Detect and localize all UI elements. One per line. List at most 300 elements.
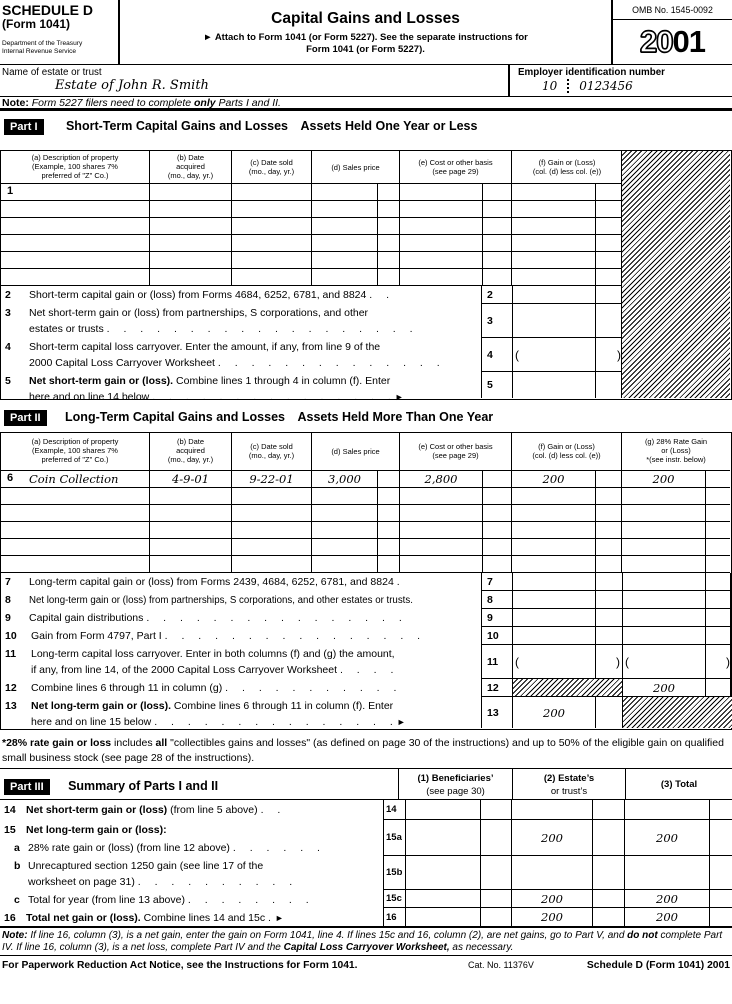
cents-cell[interactable] bbox=[706, 522, 730, 538]
cents-cell[interactable] bbox=[710, 820, 732, 855]
grid-cell[interactable] bbox=[150, 252, 232, 268]
cents-cell[interactable] bbox=[593, 800, 625, 819]
row6-gain-g[interactable]: 200 bbox=[622, 471, 706, 487]
row6-sales-price[interactable]: 3,000 bbox=[312, 471, 378, 487]
grid-cell[interactable] bbox=[150, 556, 232, 572]
grid-cell[interactable] bbox=[622, 539, 706, 555]
row6-gain-f[interactable]: 200 bbox=[512, 471, 596, 487]
cents-cell[interactable] bbox=[596, 471, 622, 487]
line4-box-number: 4 bbox=[482, 338, 513, 371]
cents-cell[interactable] bbox=[483, 252, 512, 268]
cents-cell[interactable] bbox=[710, 800, 732, 819]
grid-cell[interactable] bbox=[312, 505, 378, 521]
col-b-header: (b) Date acquired (mo., day, yr.) bbox=[150, 151, 232, 183]
line5-box-row bbox=[481, 372, 622, 398]
ein-box[interactable] bbox=[508, 65, 732, 97]
line16-box-number: 16 bbox=[383, 908, 406, 926]
estate-name-field[interactable]: Estate of John R. Smith bbox=[55, 78, 209, 93]
grid-cell[interactable] bbox=[400, 218, 483, 234]
line8-amount-f[interactable] bbox=[513, 591, 596, 608]
line5-cents[interactable] bbox=[596, 372, 623, 398]
grid-cell[interactable] bbox=[400, 505, 483, 521]
line13-amount-f[interactable]: 200 bbox=[513, 697, 596, 728]
line5-amount[interactable] bbox=[513, 372, 596, 398]
line8-cents-g[interactable] bbox=[706, 591, 732, 608]
part1-title: Short-Term Capital Gains and Losses Assets Held One Year or Less bbox=[65, 119, 478, 133]
line5-text2: here and on line 14 below . . . . . . . . . . . . . . . ► bbox=[29, 391, 404, 403]
part2-entry-row[interactable] bbox=[1, 488, 730, 505]
line15c-box-row bbox=[383, 890, 732, 908]
part2-row6[interactable] bbox=[1, 471, 730, 488]
line13-cents-f[interactable] bbox=[596, 697, 623, 728]
line9-box-row bbox=[481, 609, 731, 627]
grid-cell[interactable] bbox=[232, 556, 312, 572]
grid-cell[interactable] bbox=[232, 184, 312, 200]
paperwork-notice: For Paperwork Reduction Act Notice, see the Instructions for Form 1041. bbox=[2, 960, 358, 971]
grid-cell[interactable] bbox=[312, 269, 378, 285]
grid-cell[interactable] bbox=[150, 235, 232, 251]
part1-column-headers bbox=[1, 151, 621, 184]
line8-amount-g[interactable] bbox=[623, 591, 706, 608]
part2-header bbox=[4, 408, 493, 426]
line11-box-row bbox=[481, 645, 731, 679]
col-beneficiaries-header: (1) Beneficiaries’ (see page 30) bbox=[398, 769, 512, 799]
line11-cents-g[interactable]: ) bbox=[726, 654, 730, 669]
line9-box-number: 9 bbox=[482, 609, 513, 626]
grid-cell[interactable] bbox=[1, 505, 150, 521]
grid-cell[interactable] bbox=[512, 218, 596, 234]
cents-cell[interactable] bbox=[481, 856, 512, 889]
part3-badge: Part III bbox=[4, 779, 50, 795]
catalog-number: Cat. No. 11376V bbox=[468, 960, 534, 970]
part1-entry-row[interactable] bbox=[1, 235, 621, 252]
part1-entry-row[interactable] bbox=[1, 201, 621, 218]
name-label: Name of estate or trust bbox=[2, 67, 102, 78]
line10-text: 10 Gain from Form 4797, Part I . . . . . . . . . . . . . . . . bbox=[5, 630, 422, 642]
grid-cell[interactable] bbox=[312, 488, 378, 504]
attach-instructions: ► Attach to Form 1041 (or Form 5227). See the separate instructions for Form 1041 (or Form 5227). bbox=[203, 32, 528, 55]
line7-amount-g[interactable] bbox=[623, 573, 706, 590]
cents-cell[interactable] bbox=[378, 201, 400, 217]
cents-cell[interactable] bbox=[596, 269, 622, 285]
line7-box-row bbox=[481, 573, 731, 591]
col-estate-header: (2) Estate’s or trust’s bbox=[512, 769, 625, 799]
cents-cell[interactable] bbox=[596, 505, 622, 521]
line8-text: 8 Net long-term gain or (loss) from partnerships, S corporations, and other estates or trusts. bbox=[5, 594, 413, 606]
grid-cell[interactable] bbox=[400, 488, 483, 504]
line15c-beneficiaries[interactable] bbox=[406, 890, 481, 907]
col-e-header: (e) Cost or other basis (see page 29) bbox=[400, 151, 512, 183]
line2-amount[interactable] bbox=[513, 286, 596, 303]
line2-cents[interactable] bbox=[596, 286, 623, 303]
cents-cell[interactable] bbox=[378, 556, 400, 572]
part2-table bbox=[0, 432, 732, 730]
line10-cents-f[interactable] bbox=[596, 627, 623, 644]
line1-number: 1 bbox=[7, 185, 14, 197]
line15a-estate[interactable]: 200 bbox=[512, 820, 593, 855]
line15a-box-number: 15a bbox=[383, 820, 406, 855]
cents-cell[interactable] bbox=[710, 908, 732, 926]
grid-cell[interactable] bbox=[1, 218, 150, 234]
line15b-box-row bbox=[383, 856, 732, 890]
cents-cell[interactable] bbox=[483, 201, 512, 217]
line11-amount-g[interactable]: ( bbox=[623, 645, 706, 678]
line13-text2: here and on line 15 below . . . . . . . . . . . . . . . ► bbox=[31, 716, 406, 728]
line5-text: 5 Net short-term gain or (loss). Combine lines 1 through 4 in column (f). Enter bbox=[5, 375, 391, 387]
line12-text: 12 Combine lines 6 through 11 in column (g) . . . . . . . . . . . bbox=[5, 682, 398, 694]
line8-box-number: 8 bbox=[482, 591, 513, 608]
cents-cell[interactable] bbox=[706, 539, 730, 555]
grid-cell[interactable] bbox=[400, 184, 483, 200]
cents-cell[interactable] bbox=[706, 488, 730, 504]
col-d-header: (d) Sales price bbox=[312, 433, 400, 470]
line13-box-number: 13 bbox=[482, 697, 513, 728]
row6-date-acquired[interactable]: 4-9-01 bbox=[150, 471, 232, 487]
line12-cents-g[interactable] bbox=[706, 679, 732, 696]
cents-cell[interactable] bbox=[483, 488, 512, 504]
line3-text2: estates or trusts . . . . . . . . . . . . . . . . . . . bbox=[29, 323, 414, 335]
cents-cell[interactable] bbox=[596, 556, 622, 572]
bottom-note: Note: If line 16, column (3), is a net gain, enter the gain on Form 1041, line 4. If lines 15c and 16, column (2), are net gains, go to Part V, and do not complete Part IV. If line 16, column (3), is a net loss, complete Part IV and the Capital Loss Carryover Worksheet, as necessary. bbox=[2, 930, 723, 953]
line10-amount-f[interactable] bbox=[513, 627, 596, 644]
line3-box-row bbox=[481, 304, 622, 338]
line15b-text2: worksheet on page 31) . . . . . . . . . . bbox=[28, 876, 294, 888]
line9-cents-f[interactable] bbox=[596, 609, 623, 626]
line11-text: 11 Long-term capital loss carryover. Enter in both columns (f) and (g) the amount, bbox=[5, 648, 395, 660]
line13-box-row bbox=[481, 697, 731, 728]
grid-cell[interactable] bbox=[1, 252, 150, 268]
line11-box-number: 11 bbox=[482, 645, 513, 678]
line13-text: 13 Net long-term gain or (loss). Combine lines 6 through 11 in column (f). Enter bbox=[5, 700, 394, 712]
line16-estate[interactable]: 200 bbox=[512, 908, 593, 926]
grid-cell[interactable] bbox=[312, 252, 378, 268]
line8-cents-f[interactable] bbox=[596, 591, 623, 608]
line11-cents-f[interactable]: ) bbox=[596, 645, 623, 678]
col-total-header: (3) Total bbox=[625, 769, 732, 799]
part1-badge: Part I bbox=[4, 119, 44, 135]
col-a-header: (a) Description of property (Example, 100 shares 7% preferred of "Z" Co.) bbox=[1, 151, 150, 183]
department-label: Department of the Treasury Internal Revenue Service bbox=[2, 40, 83, 55]
grid-cell[interactable] bbox=[232, 505, 312, 521]
grid-cell[interactable] bbox=[232, 488, 312, 504]
grid-cell[interactable] bbox=[622, 522, 706, 538]
grid-cell[interactable] bbox=[400, 201, 483, 217]
line16-text: 16 Total net gain or (loss). Combine lines 14 and 15c . ► bbox=[4, 912, 284, 924]
cents-cell[interactable] bbox=[593, 820, 625, 855]
part2-column-headers bbox=[1, 433, 730, 471]
cents-cell[interactable] bbox=[378, 218, 400, 234]
grid-cell[interactable] bbox=[150, 539, 232, 555]
top-note: Note: Form 5227 filers need to complete only Parts I and II. bbox=[0, 97, 732, 111]
cents-cell[interactable] bbox=[378, 252, 400, 268]
cents-cell[interactable] bbox=[706, 471, 730, 487]
cents-cell[interactable] bbox=[483, 218, 512, 234]
grid-cell[interactable] bbox=[1, 235, 150, 251]
grid-cell[interactable] bbox=[150, 488, 232, 504]
line10-cents-g[interactable] bbox=[706, 627, 732, 644]
tax-year: 2001 bbox=[640, 24, 705, 59]
cents-cell[interactable] bbox=[481, 820, 512, 855]
line15b-box-number: 15b bbox=[383, 856, 406, 889]
part1-header bbox=[4, 117, 477, 135]
line4-box-row bbox=[481, 338, 622, 372]
line15-text: 15 Net long-term gain or (loss): bbox=[4, 824, 167, 836]
cents-cell[interactable] bbox=[483, 522, 512, 538]
cents-cell[interactable] bbox=[593, 856, 625, 889]
line3-cents[interactable] bbox=[596, 304, 623, 337]
part1-entry-row[interactable] bbox=[1, 252, 621, 269]
grid-cell[interactable] bbox=[512, 522, 596, 538]
grid-cell[interactable] bbox=[1, 201, 150, 217]
grid-cell[interactable] bbox=[400, 539, 483, 555]
col-a-header: (a) Description of property (Example, 100 shares 7% preferred of "Z" Co.) bbox=[1, 433, 150, 470]
line14-beneficiaries[interactable] bbox=[406, 800, 481, 819]
line4-text2: 2000 Capital Loss Carryover Worksheet . . . . . . . . . . . . . . bbox=[29, 357, 441, 369]
line15b-total[interactable] bbox=[625, 856, 710, 889]
line15c-box-number: 15c bbox=[383, 890, 406, 907]
line16-box-row bbox=[383, 908, 732, 928]
col-e-header: (e) Cost or other basis (see page 29) bbox=[400, 433, 512, 470]
line2-box-row bbox=[481, 286, 622, 304]
line4-text: 4 Short-term capital loss carryover. Enter the amount, if any, from line 9 of the bbox=[5, 341, 381, 353]
cents-cell[interactable] bbox=[706, 556, 730, 572]
cents-cell[interactable] bbox=[596, 201, 622, 217]
grid-cell[interactable] bbox=[312, 235, 378, 251]
grid-cell[interactable] bbox=[622, 505, 706, 521]
grid-cell[interactable] bbox=[512, 539, 596, 555]
line15c-text: c Total for year (from line 13 above) . . . . . . . . bbox=[14, 894, 310, 906]
grid-cell[interactable] bbox=[150, 522, 232, 538]
cents-cell[interactable] bbox=[596, 539, 622, 555]
line10-amount-g[interactable] bbox=[623, 627, 706, 644]
part2-entry-row[interactable] bbox=[1, 505, 730, 522]
cents-cell[interactable] bbox=[378, 522, 400, 538]
line11-text2: if any, from line 14, of the 2000 Capital Loss Carryover Worksheet . . . . bbox=[31, 664, 395, 676]
cents-cell[interactable] bbox=[483, 505, 512, 521]
cents-cell[interactable] bbox=[483, 235, 512, 251]
cents-cell[interactable] bbox=[378, 488, 400, 504]
right-arrow-icon: ► bbox=[394, 392, 404, 402]
grid-cell[interactable] bbox=[232, 522, 312, 538]
grid-cell[interactable] bbox=[1, 488, 150, 504]
cents-cell[interactable] bbox=[710, 856, 732, 889]
line14-box-row bbox=[383, 800, 732, 820]
line15a-total[interactable]: 200 bbox=[625, 820, 710, 855]
col-f-header: (f) Gain or (Loss) (col. (d) less col. (e)) bbox=[532, 158, 602, 176]
cents-cell[interactable] bbox=[378, 539, 400, 555]
omb-number: OMB No. 1545-0092 bbox=[613, 0, 732, 20]
line7-box-number: 7 bbox=[482, 573, 513, 590]
part1-entry-row[interactable] bbox=[1, 218, 621, 235]
part1-table bbox=[0, 150, 732, 403]
line7-cents-g[interactable] bbox=[706, 573, 732, 590]
line15a-beneficiaries[interactable] bbox=[406, 820, 481, 855]
grid-cell[interactable] bbox=[1, 184, 150, 200]
line10-box-row bbox=[481, 627, 731, 645]
line3-amount[interactable] bbox=[513, 304, 596, 337]
line9-cents-g[interactable] bbox=[706, 609, 732, 626]
form-number-label: (Form 1041) bbox=[2, 17, 71, 31]
cents-cell[interactable] bbox=[481, 908, 512, 926]
grid-cell[interactable] bbox=[150, 184, 232, 200]
row6-cost-basis[interactable]: 2,800 bbox=[400, 471, 483, 487]
grid-cell[interactable] bbox=[232, 201, 312, 217]
cents-cell[interactable] bbox=[596, 184, 622, 200]
line12-box-row bbox=[481, 679, 731, 697]
grid-cell[interactable] bbox=[400, 235, 483, 251]
line14-total[interactable] bbox=[625, 800, 710, 819]
grid-cell[interactable] bbox=[232, 218, 312, 234]
right-arrow-icon: ► bbox=[274, 913, 284, 923]
part2-entry-row[interactable] bbox=[1, 522, 730, 539]
cents-cell[interactable] bbox=[596, 218, 622, 234]
part2-entry-row[interactable] bbox=[1, 539, 730, 556]
col-f-header: (f) Gain or (Loss) (col. (d) less col. (e)) bbox=[512, 433, 622, 470]
line8-box-row bbox=[481, 591, 731, 609]
form-id-block bbox=[0, 0, 120, 65]
cents-cell[interactable] bbox=[710, 890, 732, 907]
col-c-header: (c) Date sold (mo., day, yr.) bbox=[232, 433, 312, 470]
cents-cell[interactable] bbox=[378, 505, 400, 521]
line2-box-number: 2 bbox=[482, 286, 513, 303]
grid-cell[interactable] bbox=[400, 522, 483, 538]
line15c-estate[interactable]: 200 bbox=[512, 890, 593, 907]
line4-amount[interactable]: ( bbox=[513, 338, 596, 371]
grid-cell[interactable] bbox=[512, 488, 596, 504]
name-ein-row bbox=[0, 65, 732, 97]
grid-cell[interactable] bbox=[312, 556, 378, 572]
cents-cell[interactable] bbox=[378, 184, 400, 200]
part3-title-block bbox=[4, 777, 218, 795]
cents-cell[interactable] bbox=[593, 890, 625, 907]
line15c-total[interactable]: 200 bbox=[625, 890, 710, 907]
part1-entry-row[interactable] bbox=[1, 269, 621, 286]
form-footer-id: Schedule D (Form 1041) 2001 bbox=[586, 960, 730, 971]
grid-cell[interactable] bbox=[512, 505, 596, 521]
grid-cell[interactable] bbox=[312, 539, 378, 555]
part2-badge: Part II bbox=[4, 410, 47, 426]
page-footer bbox=[0, 955, 732, 975]
cents-cell[interactable] bbox=[706, 505, 730, 521]
grid-cell[interactable] bbox=[150, 269, 232, 285]
ein-value[interactable]: 10 0123456 bbox=[542, 79, 633, 93]
cents-cell[interactable] bbox=[483, 539, 512, 555]
grid-cell[interactable] bbox=[400, 269, 483, 285]
grid-cell[interactable] bbox=[1, 522, 150, 538]
line15a-text: a 28% rate gain or (loss) (from line 12 above) . . . . . . bbox=[14, 842, 321, 854]
grid-cell[interactable] bbox=[232, 252, 312, 268]
cents-cell[interactable] bbox=[481, 890, 512, 907]
grid-cell[interactable] bbox=[150, 218, 232, 234]
grid-cell[interactable] bbox=[512, 269, 596, 285]
part1-entry-row[interactable] bbox=[1, 184, 621, 201]
schedule-label: SCHEDULE D bbox=[2, 2, 94, 18]
line7-cents-f[interactable] bbox=[596, 573, 623, 590]
line14-estate[interactable] bbox=[512, 800, 593, 819]
grid-cell[interactable] bbox=[1, 556, 150, 572]
cents-cell[interactable] bbox=[596, 488, 622, 504]
line3-box-number: 3 bbox=[482, 304, 513, 337]
hatched-area bbox=[621, 151, 730, 398]
row6-date-sold[interactable]: 9-22-01 bbox=[232, 471, 312, 487]
ein-separator bbox=[567, 79, 569, 93]
grid-cell[interactable] bbox=[312, 522, 378, 538]
form-title: Capital Gains and Losses bbox=[271, 10, 460, 27]
grid-cell[interactable] bbox=[312, 218, 378, 234]
grid-cell[interactable] bbox=[312, 201, 378, 217]
line12-amount-g[interactable]: 200 bbox=[623, 679, 706, 696]
grid-cell[interactable] bbox=[512, 184, 596, 200]
cents-cell[interactable] bbox=[596, 522, 622, 538]
omb-year-block bbox=[611, 0, 732, 65]
part3-title: Summary of Parts I and II bbox=[68, 779, 219, 793]
cents-cell[interactable] bbox=[378, 269, 400, 285]
line9-amount-g[interactable] bbox=[623, 609, 706, 626]
grid-cell[interactable] bbox=[232, 539, 312, 555]
grid-cell[interactable] bbox=[150, 201, 232, 217]
grid-cell[interactable] bbox=[622, 556, 706, 572]
line11-amount-f[interactable]: ( bbox=[513, 645, 596, 678]
line7-amount-f[interactable] bbox=[513, 573, 596, 590]
cents-cell[interactable] bbox=[483, 471, 512, 487]
grid-cell[interactable] bbox=[512, 201, 596, 217]
col-g-header: (g) 28% Rate Gain or (Loss) *(see instr. below) bbox=[644, 437, 708, 464]
line9-text: 9 Capital gain distributions . . . . . . . . . . . . . . . . bbox=[5, 612, 403, 624]
line16-beneficiaries[interactable] bbox=[406, 908, 481, 926]
cents-cell[interactable] bbox=[378, 471, 400, 487]
cents-cell[interactable] bbox=[596, 235, 622, 251]
cents-cell[interactable] bbox=[481, 800, 512, 819]
grid-cell[interactable] bbox=[622, 488, 706, 504]
right-arrow-icon: ► bbox=[396, 717, 406, 727]
line14-text: 14 Net short-term gain or (loss) (from line 5 above) . . bbox=[4, 804, 282, 816]
grid-cell[interactable] bbox=[512, 252, 596, 268]
grid-cell[interactable] bbox=[400, 252, 483, 268]
hatched-area bbox=[513, 679, 623, 696]
grid-cell[interactable] bbox=[232, 269, 312, 285]
grid-cell[interactable] bbox=[512, 235, 596, 251]
grid-cell[interactable] bbox=[1, 539, 150, 555]
line10-box-number: 10 bbox=[482, 627, 513, 644]
col-d-header: (d) Sales price bbox=[312, 151, 400, 183]
cents-cell[interactable] bbox=[483, 269, 512, 285]
line15b-text: b Unrecaptured section 1250 gain (see line 17 of the bbox=[14, 860, 264, 872]
line3-text: 3 Net short-term gain or (loss) from partnerships, S corporations, and other bbox=[5, 307, 369, 319]
cents-cell[interactable] bbox=[378, 235, 400, 251]
grid-cell[interactable] bbox=[512, 556, 596, 572]
grid-cell[interactable] bbox=[150, 505, 232, 521]
line9-amount-f[interactable] bbox=[513, 609, 596, 626]
col-c-header: (c) Date sold (mo., day, yr.) bbox=[232, 151, 312, 183]
part2-entry-row[interactable] bbox=[1, 556, 730, 573]
grid-cell[interactable] bbox=[232, 235, 312, 251]
grid-cell[interactable] bbox=[400, 556, 483, 572]
line4-cents[interactable]: ) bbox=[617, 347, 621, 362]
line16-total[interactable]: 200 bbox=[625, 908, 710, 926]
cents-cell[interactable] bbox=[483, 184, 512, 200]
cents-cell[interactable] bbox=[596, 252, 622, 268]
ein-label: Employer identification number bbox=[518, 67, 665, 78]
line15b-estate[interactable] bbox=[512, 856, 593, 889]
row6-description[interactable]: 6 Coin Collection bbox=[1, 471, 150, 487]
grid-cell[interactable] bbox=[312, 184, 378, 200]
line15b-beneficiaries[interactable] bbox=[406, 856, 481, 889]
line5-box-number: 5 bbox=[482, 372, 513, 398]
cents-cell[interactable] bbox=[483, 556, 512, 572]
cents-cell[interactable] bbox=[593, 908, 625, 926]
part2-title: Long-Term Capital Gains and Losses Assets Held More Than One Year bbox=[65, 410, 494, 424]
grid-cell[interactable] bbox=[1, 269, 150, 285]
